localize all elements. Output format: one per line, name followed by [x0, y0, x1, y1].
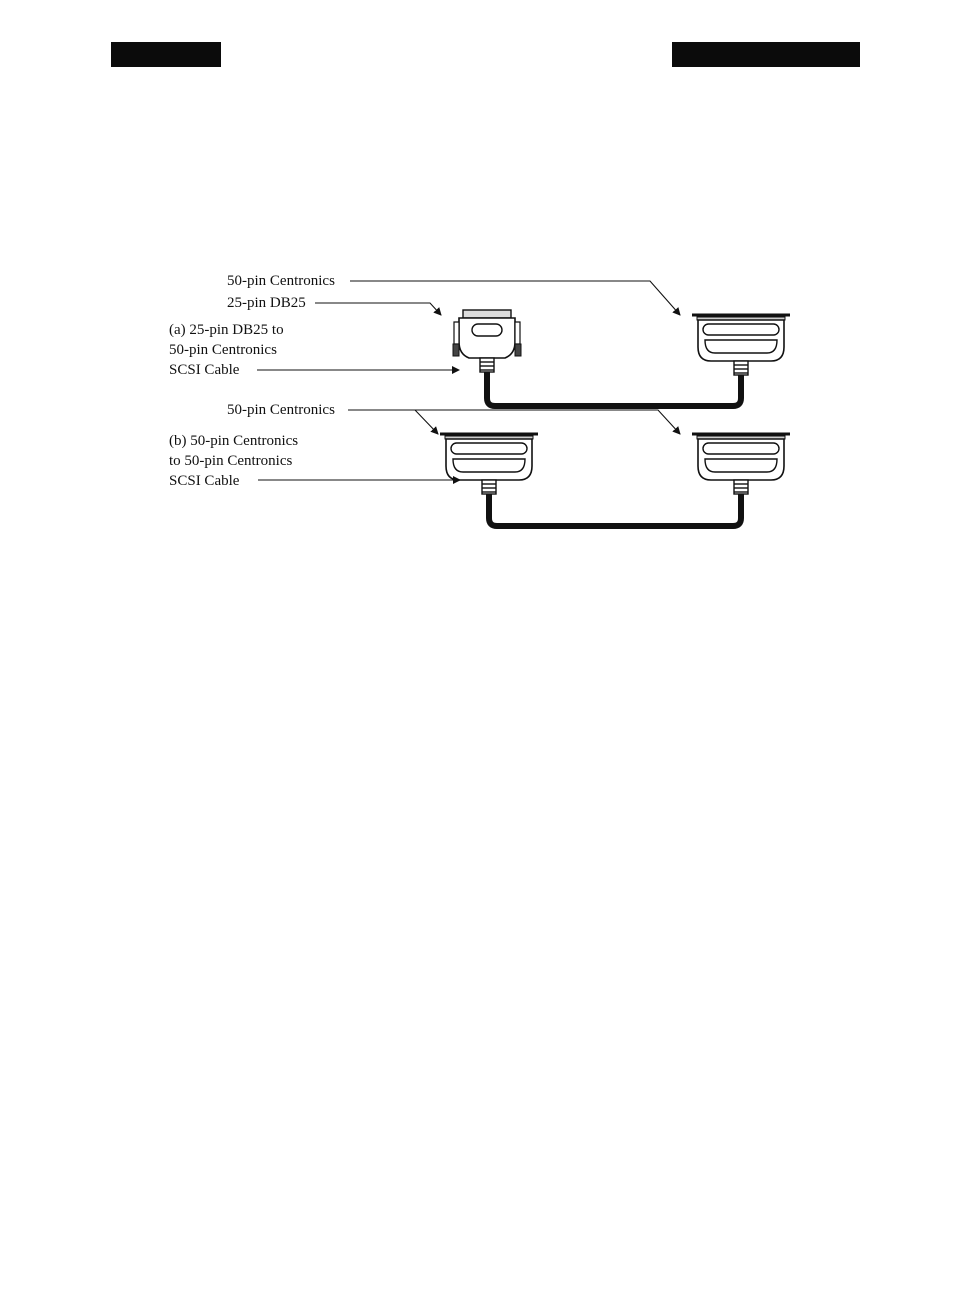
caption-b-line3: SCSI Cable [169, 473, 240, 489]
db25-connector-a [453, 310, 521, 372]
caption-a-line1: (a) 25-pin DB25 to [169, 322, 284, 338]
cable-a [487, 372, 741, 406]
caption-b-line2: to 50-pin Centronics [169, 453, 293, 469]
label-b-centronics: 50-pin Centronics [227, 402, 335, 418]
leader-b-centronics-right [348, 410, 680, 434]
label-a-centronics: 50-pin Centronics [227, 273, 335, 289]
caption-b-line1: (b) 50-pin Centronics [169, 433, 299, 449]
label-a-db25: 25-pin DB25 [227, 295, 306, 311]
centronics-connector-a-right [692, 315, 790, 375]
caption-a-line2: 50-pin Centronics [169, 342, 277, 358]
centronics-connector-b-right [692, 434, 790, 494]
caption-a-line3: SCSI Cable [169, 362, 240, 378]
cable-b [489, 494, 741, 526]
centronics-connector-b-left [440, 434, 538, 494]
leader-a-db25 [315, 303, 441, 315]
leader-b-centronics-left [348, 410, 438, 434]
leader-a-centronics [350, 281, 680, 315]
